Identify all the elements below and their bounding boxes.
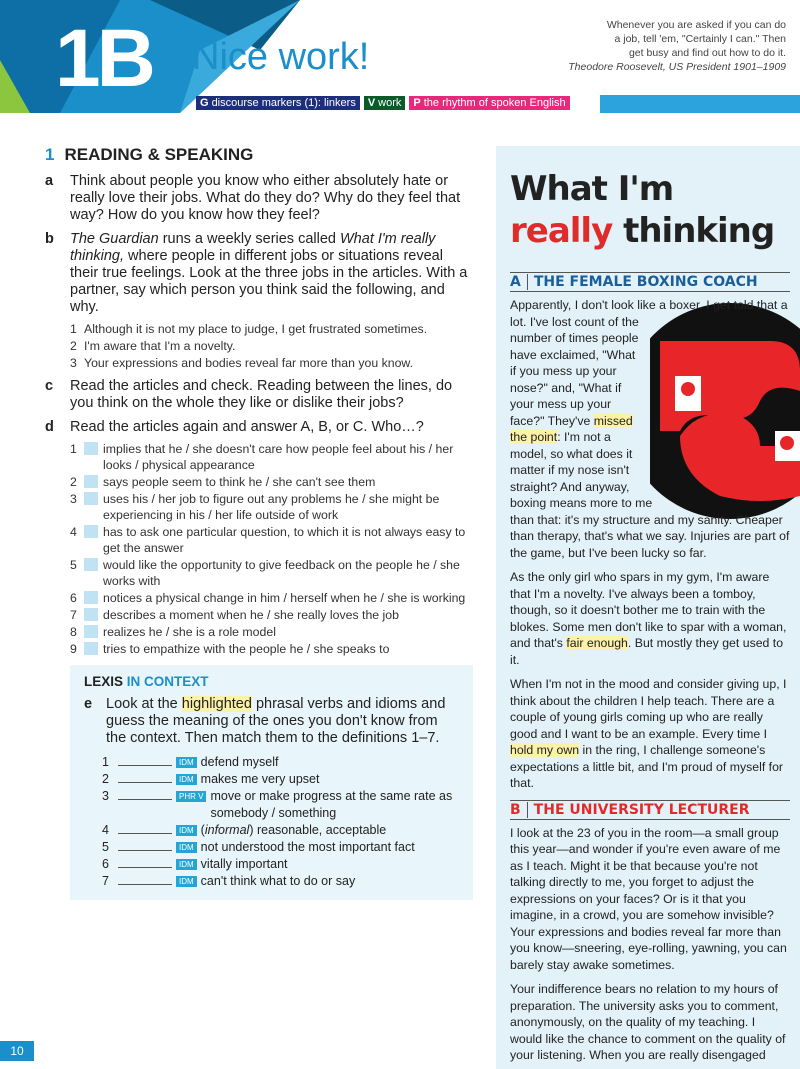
type-badge: IDM bbox=[176, 774, 197, 785]
answer-box[interactable] bbox=[84, 558, 98, 571]
definition-list bbox=[84, 754, 459, 890]
answer-item: 8 realizes he / she is a role model bbox=[70, 625, 276, 639]
quote-line: Whenever you are asked if you can do bbox=[606, 19, 786, 31]
answer-box[interactable] bbox=[84, 525, 98, 538]
quote-line: a job, tell 'em, "Certainly I can." Then bbox=[614, 33, 786, 45]
type-badge: IDM bbox=[176, 876, 197, 887]
unit-number: 1B bbox=[55, 13, 152, 104]
definition-item: 5 IDM not understood the most important fact bbox=[102, 840, 415, 854]
definition-item: 1 IDM defend myself bbox=[102, 755, 279, 769]
answer-box[interactable] bbox=[84, 625, 98, 638]
answer-blank[interactable] bbox=[118, 788, 172, 800]
quote-author: Theodore Roosevelt, US President 1901–1909 bbox=[568, 61, 786, 73]
definition-item: 6 IDM vitally important bbox=[102, 857, 288, 871]
article-a-p1: Apparently, I don't look like a boxer. I get told that a lot. I've lost count of the number of times people have exclaimed, "What if you mess up your nose?" and, "What if your mess up your face?" They've missed the point: I'm not a model, so what does it matter if my nose isn't straight? And anyway, boxing means more to me than that: it's my structure and my sanity. Cheaper than therapy, that's what we say. Injuries are part of the game, but I've been lucky so far. bbox=[510, 298, 790, 560]
tag-vocabulary: V work bbox=[364, 96, 406, 110]
list-item: 3 Your expressions and bodies reveal far more than you know. bbox=[70, 356, 414, 370]
answer-blank[interactable] bbox=[118, 856, 172, 868]
list-item: 2 I'm aware that I'm a novelty. bbox=[70, 339, 236, 353]
definition-item: 2 IDM makes me very upset bbox=[102, 772, 320, 786]
answer-item: 7 describes a moment when he / she really loves the job bbox=[70, 608, 399, 622]
answer-item: 6 notices a physical change in him / herself when he / she is working bbox=[70, 591, 466, 605]
page-number: 10 bbox=[0, 1041, 34, 1061]
question-a: a Think about people you know who either absolutely hate or really love their jobs. What do they do? Why do they feel that way? How do you know how they feel? bbox=[45, 173, 461, 223]
question-e: e Look at the highlighted phrasal verbs and idioms and guess the meaning of the ones you don't know from the context. Then match them to the definitions 1–7. bbox=[84, 696, 446, 746]
answer-blank[interactable] bbox=[118, 754, 172, 766]
quote bbox=[526, 18, 786, 74]
definition-item: 7 IDM can't think what to do or say bbox=[102, 874, 356, 888]
answer-box[interactable] bbox=[84, 475, 98, 488]
exercise-column bbox=[45, 145, 473, 900]
question-c: c Read the articles and check. Reading between the lines, do you think on the whole they like or dislike their jobs? bbox=[45, 378, 453, 411]
article-b-p1: I look at the 23 of you in the room—a small group this year—and wonder if you're even aware of me as I teach. Might it be that because you're not talking directly to me, you forget to adjust the expressions on your faces? Or is it that you imagine, in a crowd, you are somehow invisible? Your expressions and bodies reveal far more than you know—sneering, eye-rolling, yawning, you can barely stay awake sometimes. bbox=[510, 825, 787, 972]
answer-box[interactable] bbox=[84, 591, 98, 604]
type-badge: IDM bbox=[176, 757, 197, 768]
answer-item: 4 has to ask one particular question, to which it is not always easy to get the answer bbox=[70, 525, 466, 555]
article-a-p2: As the only girl who spars in my gym, I'm aware that I'm a novelty. I've always been a tomboy, though, so it doesn't bother me to train with the blokes. Some men don't like to spar with a woman, and that's fair enough. But mostly they get used to it. bbox=[510, 570, 787, 667]
quote-list bbox=[70, 321, 473, 371]
lexis-box bbox=[70, 665, 473, 900]
type-badge: PHR V bbox=[176, 791, 206, 802]
lexis-heading: LEXIS IN CONTEXT bbox=[84, 674, 209, 689]
answer-box[interactable] bbox=[84, 442, 98, 455]
article-a-p3: When I'm not in the mood and consider giving up, I think about the children I help teach. There are a couple of young girls coming up who are really good and I want to be an example. Every time I hold my own in the ring, I challenge someone's expectations a little bit, and I'm proud of myself for that. bbox=[510, 677, 787, 790]
answer-box[interactable] bbox=[84, 608, 98, 621]
answer-blank[interactable] bbox=[118, 771, 172, 783]
article-panel bbox=[496, 146, 800, 1069]
answer-blank[interactable] bbox=[118, 839, 172, 851]
page-title: Nice work! bbox=[192, 36, 370, 78]
section-heading: 1 READING & SPEAKING bbox=[45, 145, 254, 164]
answer-item: 9 tries to empathize with the people he / she speaks to bbox=[70, 642, 390, 656]
answer-blank[interactable] bbox=[118, 873, 172, 885]
question-d: d Read the articles again and answer A, B, or C. Who…? bbox=[45, 419, 424, 435]
answer-blank[interactable] bbox=[118, 822, 172, 834]
type-badge: IDM bbox=[176, 842, 197, 853]
type-badge: IDM bbox=[176, 825, 197, 836]
answer-item: 1 implies that he / she doesn't care how people feel about his / her looks / physical appearance bbox=[70, 442, 454, 472]
answer-item: 5 would like the opportunity to give feedback on the people he / she works with bbox=[70, 558, 460, 588]
answer-list bbox=[70, 441, 473, 657]
article-b-body bbox=[510, 825, 790, 1064]
article-b-p2: Your indifference bears no relation to my hours of preparation. The university asks you to comment, anonymously, on the quality of my teaching. I would like the chance to comment on the quality of your listening. When you are really disengaged bbox=[510, 982, 786, 1062]
definition-item: 3 PHR V move or make progress at the same rate as somebody / something bbox=[102, 789, 453, 820]
article-title: What I'm really thinking bbox=[510, 169, 775, 251]
answer-box[interactable] bbox=[84, 642, 98, 655]
tag-grammar: G discourse markers (1): linkers bbox=[196, 96, 360, 110]
article-b-heading: B THE UNIVERSITY LECTURER bbox=[510, 800, 790, 820]
article-a-heading: A THE FEMALE BOXING COACH bbox=[510, 272, 790, 292]
quote-line: get busy and find out how to do it. bbox=[628, 47, 786, 59]
answer-item: 3 uses his / her job to figure out any problems he / she might be experiencing in his / her life outside of work bbox=[70, 492, 440, 522]
boxing-gloves-illustration bbox=[650, 301, 800, 521]
type-badge: IDM bbox=[176, 859, 197, 870]
topic-tags bbox=[196, 96, 570, 110]
article-a-body bbox=[510, 297, 790, 792]
tag-pronunciation: P the rhythm of spoken English bbox=[409, 96, 569, 110]
definition-item: 4 IDM (informal) reasonable, acceptable bbox=[102, 823, 387, 837]
answer-box[interactable] bbox=[84, 492, 98, 505]
list-item: 1 Although it is not my place to judge, I get frustrated sometimes. bbox=[70, 322, 428, 336]
question-b: b The Guardian runs a weekly series called What I'm really thinking, where people in different jobs or situations reveal their true feelings. Look at the three jobs in the articles. With a partner, say which person you think said the following, and why. bbox=[45, 231, 468, 315]
answer-item: 2 says people seem to think he / she can't see them bbox=[70, 475, 376, 489]
